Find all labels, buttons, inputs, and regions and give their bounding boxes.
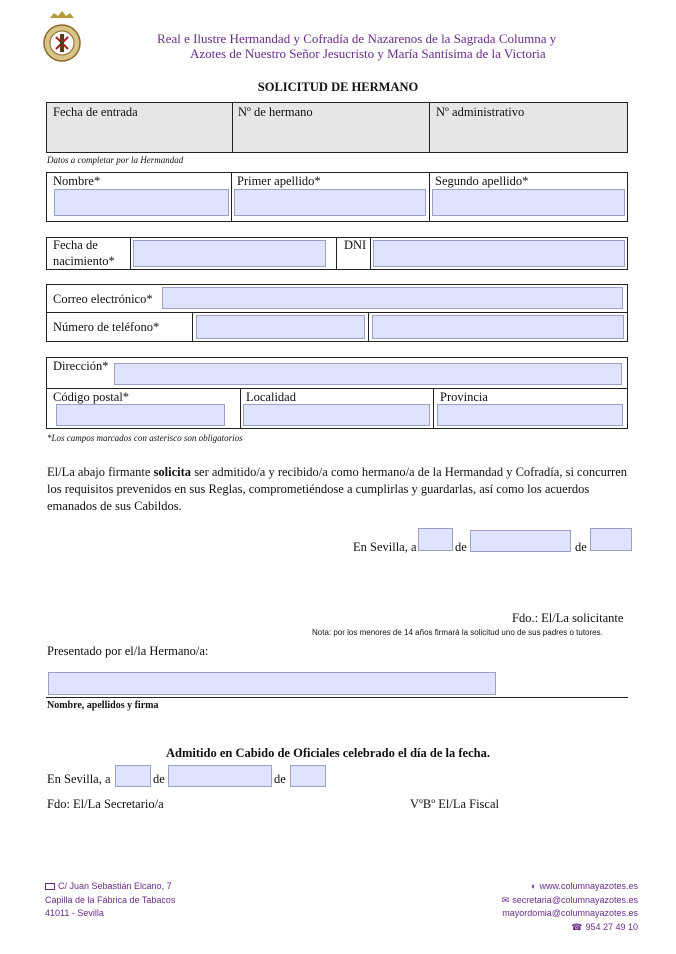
- numero-hermano-label: Nº de hermano: [238, 105, 313, 119]
- address-row-divider: [46, 388, 628, 389]
- presenter-label: Presentado por el/la Hermano/a:: [47, 644, 209, 658]
- secretario-label: Fdo: El/La Secretario/a: [47, 797, 164, 811]
- codigo-postal-field[interactable]: [56, 404, 225, 426]
- telefono-label: Número de teléfono*: [53, 320, 160, 334]
- footer-email1[interactable]: [502, 894, 638, 908]
- coat-of-arms-logo: [42, 10, 82, 66]
- footer-contact: [502, 880, 638, 934]
- date-prefix: En Sevilla, a: [353, 540, 417, 554]
- fecha-nacimiento-label-1: Fecha de: [53, 238, 98, 252]
- signature-note: Nota: por los menores de 14 años firmará la solicitud uno de sus padres o tutores.: [312, 628, 603, 637]
- primer-apellido-field[interactable]: [234, 189, 426, 216]
- footer-web[interactable]: [502, 880, 638, 894]
- header-title-line1: Real e Ilustre Hermandad y Cofradía de Nazarenos de la Sagrada Columna y: [157, 31, 557, 46]
- fecha-entrada-label: Fecha de entrada: [53, 105, 138, 119]
- address-divider-1: [240, 388, 241, 429]
- contact-divider-2: [368, 312, 369, 342]
- phone-icon: ☎: [571, 921, 583, 932]
- admission-prefix: En Sevilla, a: [47, 772, 111, 786]
- footer-web-text: www.columnayazotes.es: [539, 881, 638, 891]
- admission-de-1: de: [153, 772, 165, 786]
- numero-administrativo-label: Nº administrativo: [436, 105, 525, 119]
- name-divider-1: [231, 172, 232, 222]
- form-title: SOLICITUD DE HERMANO: [257, 80, 419, 94]
- telefono-field-1[interactable]: [196, 315, 365, 339]
- mandatory-note: *Los campos marcados con asterisco son obligatorios: [47, 433, 243, 443]
- presenter-field[interactable]: [48, 672, 496, 695]
- footer-address-line1: [45, 880, 175, 894]
- statement-bold: solicita: [153, 465, 192, 479]
- footer-address1-text: C/ Juan Sebastián Elcano, 7: [58, 881, 172, 891]
- footer-phone-text: 954 27 49 10: [585, 921, 638, 932]
- direccion-label: Dirección*: [53, 359, 109, 373]
- nombre-field[interactable]: [54, 189, 229, 216]
- footer-address-line2: Capilla de la Fábrica de Tabacos: [45, 894, 176, 905]
- office-note: Datos a completar por la Hermandad: [47, 155, 184, 165]
- footer-address: [45, 880, 175, 921]
- birth-divider-1: [130, 237, 131, 270]
- admission-year-field[interactable]: [290, 765, 326, 787]
- fecha-nacimiento-label-2: nacimiento*: [53, 254, 115, 268]
- date-year-field[interactable]: [590, 528, 632, 551]
- footer-email2[interactable]: mayordomia@columnayazotes.es: [502, 908, 638, 918]
- date-de-1: de: [455, 540, 467, 554]
- localidad-label: Localidad: [246, 390, 296, 404]
- birth-divider-3: [370, 237, 371, 270]
- segundo-apellido-label: Segundo apellido*: [435, 174, 529, 188]
- dni-label: DNI: [344, 238, 367, 252]
- signature-label: Fdo.: El/La solicitante: [512, 611, 624, 625]
- contact-divider-1: [192, 312, 193, 342]
- name-divider-2: [429, 172, 430, 222]
- segundo-apellido-field[interactable]: [432, 189, 625, 216]
- contact-row-divider: [46, 312, 628, 313]
- email-field[interactable]: [162, 287, 623, 309]
- office-divider-1: [232, 102, 233, 153]
- footer-phone[interactable]: [502, 921, 638, 935]
- codigo-postal-label: Código postal*: [53, 390, 130, 404]
- address-divider-2: [433, 388, 434, 429]
- footer-email1-text: secretaria@columnayazotes.es: [512, 894, 638, 905]
- admission-month-field[interactable]: [168, 765, 272, 787]
- admission-de-2: de: [274, 772, 286, 786]
- statement-paragraph: [47, 464, 631, 515]
- office-divider-2: [429, 102, 430, 153]
- dni-field[interactable]: [373, 240, 625, 267]
- direccion-field[interactable]: [114, 363, 622, 385]
- globe-icon: ◐: [531, 881, 537, 891]
- mail-icon: [45, 883, 55, 890]
- localidad-field[interactable]: [243, 404, 430, 426]
- envelope-icon: ✉: [501, 894, 510, 905]
- footer-address-line3: 41011 - Sevilla: [45, 908, 104, 918]
- admission-title: Admitido en Cabido de Oficiales celebrado el día de la fecha.: [166, 746, 490, 760]
- header-title-line2: Azotes de Nuestro Señor Jesucristo y María Santísima de la Victoria: [190, 46, 546, 61]
- fiscal-label: VºBº El/La Fiscal: [410, 797, 499, 811]
- primer-apellido-label: Primer apellido*: [237, 174, 321, 188]
- telefono-field-2[interactable]: [372, 315, 624, 339]
- email-label: Correo electrónico*: [53, 292, 153, 306]
- presenter-sublabel: Nombre, apellidos y firma: [47, 700, 159, 711]
- statement-part1: El/La abajo firmante: [47, 465, 154, 479]
- provincia-label: Provincia: [440, 390, 488, 404]
- admission-day-field[interactable]: [115, 765, 151, 787]
- nombre-label: Nombre*: [53, 174, 101, 188]
- date-month-field[interactable]: [470, 530, 571, 552]
- date-day-field[interactable]: [418, 528, 453, 551]
- date-de-2: de: [575, 540, 587, 554]
- provincia-field[interactable]: [437, 404, 623, 426]
- birth-divider-2: [336, 237, 337, 270]
- statement-part2: ser admitido/a y recibido/a como hermano/a de la Hermandad y Cofradía, si concurren los requisitos prevenidos en sus Reglas, comprometiéndose a cumplirlas y guardarlas, así como los acuerdos emanados de sus Cabildos.: [47, 465, 628, 513]
- fecha-nacimiento-field[interactable]: [133, 240, 326, 267]
- presenter-underline: [46, 697, 628, 698]
